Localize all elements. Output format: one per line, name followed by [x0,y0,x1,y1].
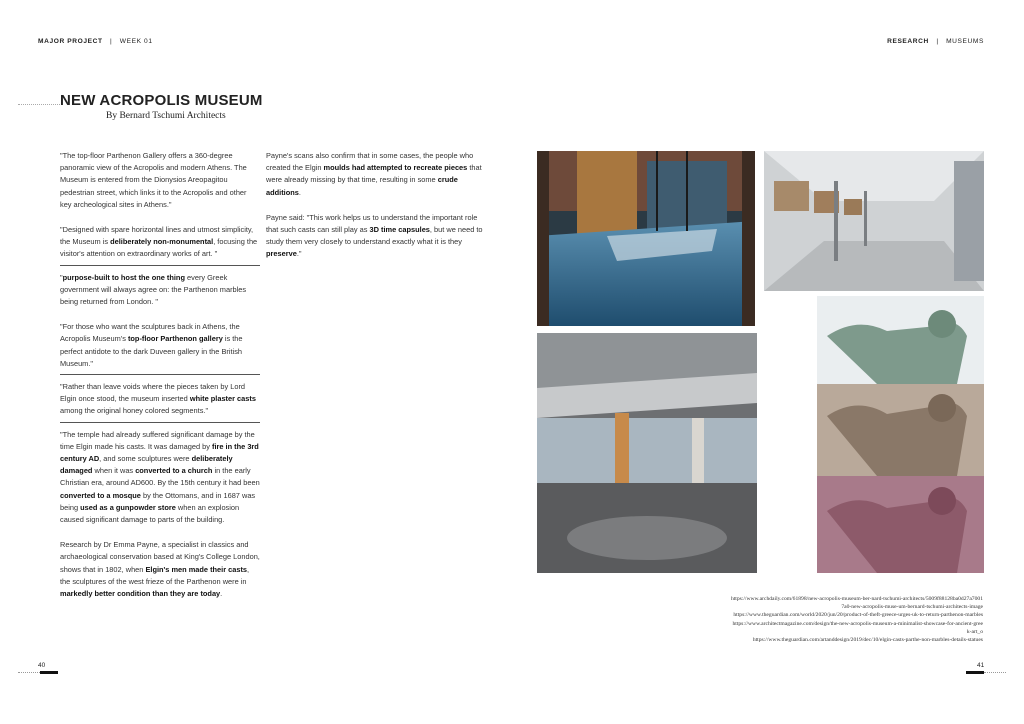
bold-text: converted to a mosque [60,490,141,500]
paragraph [60,224,260,261]
page-subtitle: By Bernard Tschumi Architects [106,111,226,121]
header-week: WEEK 01 [119,38,153,45]
text-segment: "The temple had already suffered significant damage by the time Elgin made his casts. It was damaged by [60,429,255,451]
bold-text: Elgin's men made their casts [145,564,248,574]
bold-text: converted to a church [135,466,213,476]
reference-link[interactable]: https://www.theguardian.com/artanddesign/2019/dec/10/elgin-casts-parthe-non-marbles-details-statues [752,637,983,644]
bold-text: purpose-built to host the one thing [62,272,185,282]
sculpture-detail-photo [817,296,984,573]
text-segment: , but we need to study them very closely to understand exactly what it is they [266,225,483,247]
footer-dots-right [984,672,1006,673]
page-title: NEW ACROPOLIS MUSEUM [60,92,263,109]
text-segment: that were already missing by that time, resulting in some [266,163,482,185]
paragraph [60,539,260,600]
header-topic: MUSEUMS [946,38,984,45]
text-segment: , the sculptures of the west frieze of the Parthenon were in [60,564,250,586]
footer-bar-left [40,671,58,674]
header-left [38,38,153,45]
paragraph [60,321,260,370]
bold-text: used as a gunpowder store [80,502,176,512]
bold-text: deliberately non-monumental [110,237,214,247]
bold-text: crude additions [266,175,458,197]
bold-text: preserve [266,249,297,259]
paragraph [60,429,260,527]
text-segment: , focusing the visitor's attention on extraordinary works of art. " [60,237,258,259]
text-segment: "The top-floor Parthenon Gallery offers a 360-degree panoramic view of the Acropolis and modern Athens. The Museum is entered from the Dionysios Areopagitou pedestrian street, which links it to the Acropolis and other key archeological sites in Athens." [60,151,247,209]
paragraph [266,212,484,261]
reference-link[interactable]: https://www.theguardian.com/world/2020/jun/20/product-of-theft-greece-urges-uk-to-return-parthenon-marbles [733,612,983,619]
bold-text: white plaster casts [189,394,256,404]
text-column-middle [266,150,484,274]
bold-text: 3D time capsules [369,225,430,235]
bold-text: moulds had attempted to recreate pieces [323,163,468,173]
references [730,595,983,644]
divider-rule [60,265,260,266]
page-number-left: 40 [38,662,46,669]
text-segment: every Greek government will always agree on: the Parthenon marbles being returned from London. " [60,272,247,307]
paragraph [60,381,260,418]
title-divider [18,104,60,105]
reference-link[interactable]: https://www.architectmagazine.com/design/the-new-acropolis-museum-a-minimalist-showcase-for-ancient-greek-art_o [732,620,983,635]
text-segment: is the perfect antidote to the dark Duveen gallery in the British Museum." [60,334,243,368]
text-segment: ." [296,249,302,259]
text-segment: when an explosion caused significant damage to parts of the building. [60,502,240,525]
text-segment: Research by Dr Emma Payne, a specialist in classics and archaeological conservation based at King's College London, shows that in 1802, when [60,540,260,574]
footer-bar-right [966,671,984,674]
text-column-left [60,150,260,613]
header-section: RESEARCH [887,38,929,45]
page-number-right: 41 [977,662,985,669]
header-separator-right: | [936,38,939,45]
museum-pool-photo [537,151,755,326]
text-segment: "Designed with spare horizontal lines and utmost simplicity, the Museum is [60,225,254,247]
text-segment: " [60,272,63,282]
text-segment: Payne's scans also confirm that in some cases, the people who created the Elgin [266,151,474,173]
text-segment: when it was [92,466,136,476]
paragraph [60,272,260,309]
text-segment: "For those who want the sculptures back in Athens, the Acropolis Museum's [60,322,240,344]
bold-text: fire in the 3rd century AD [60,441,259,464]
text-segment: by the Ottomans, and in 1687 was being [60,490,256,512]
bold-text: markedly better condition than they are today [60,589,221,599]
header-right [887,38,984,45]
bold-text: top-floor Parthenon gallery [127,334,223,344]
text-segment: , and some sculptures were [99,454,192,464]
header-project: MAJOR PROJECT [38,38,103,45]
bold-text: deliberately damaged [60,454,233,476]
header-separator: | [110,38,113,45]
divider-rule [60,374,260,375]
text-segment: among the original honey colored segments." [60,406,209,416]
text-segment: in the early Christian era, around AD600. By the 15th century it had been [60,466,260,488]
paragraph [60,150,260,211]
text-segment: Payne said: "This work helps us to understand the important role that such casts can still play as [266,212,478,235]
text-segment: "Rather than leave voids where the pieces taken by Lord Elgin once stood, the museum inserted [60,382,246,404]
text-segment: . [298,187,301,197]
text-segment: . [220,589,223,599]
reference-link[interactable]: https://www.archdaily.com/61898/new-acropolis-museum-ber-nard-tschumi-architects/5009f88128ba0d27a70017a0-new-acropolis-muse-um-bernard-tschumi-architects-image [730,596,983,611]
excavation-photo [537,333,757,573]
divider-rule [60,422,260,423]
paragraph [266,150,484,199]
gallery-hall-photo [764,151,984,291]
